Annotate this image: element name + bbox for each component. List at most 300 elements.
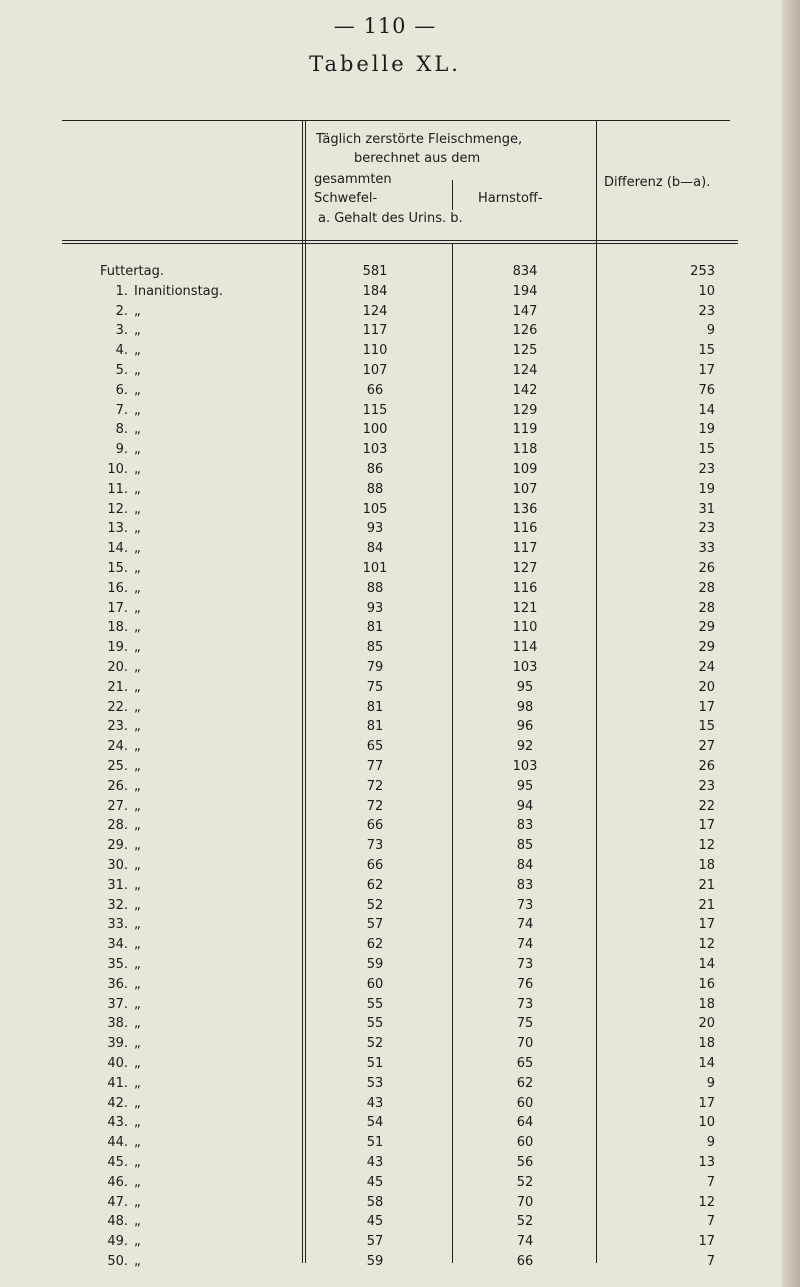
cell-difference-value: 7 bbox=[706, 1214, 715, 1230]
row-day-label: „ bbox=[134, 600, 141, 616]
row-day-number: 45. bbox=[107, 1155, 128, 1170]
row-day-number: 9. bbox=[115, 442, 128, 458]
row-day-number: 43. bbox=[107, 1115, 128, 1131]
cell-sulphur-value: 93 bbox=[366, 600, 384, 616]
cell-nitrogen-value: 75 bbox=[516, 1016, 534, 1032]
cell-sulphur-value: 72 bbox=[366, 778, 384, 794]
table-row bbox=[0, 757, 800, 776]
row-day-label: „ bbox=[134, 640, 141, 656]
cell-sulphur-value: 59 bbox=[366, 957, 384, 972]
cell-difference-value: 12 bbox=[698, 937, 715, 953]
cell-difference-value: 29 bbox=[698, 620, 715, 636]
header-sulphur: Schwefel- bbox=[314, 191, 378, 206]
cell-sulphur-value: 77 bbox=[366, 759, 384, 774]
table-row bbox=[0, 975, 800, 994]
row-day-number: 34. bbox=[107, 937, 128, 953]
row-day-number: 1. bbox=[115, 283, 128, 299]
cell-difference-value: 26 bbox=[698, 759, 715, 774]
cell-difference-value: 9 bbox=[706, 323, 715, 339]
cell-difference-value: 21 bbox=[698, 897, 715, 913]
header-bottom-rule-2 bbox=[62, 243, 738, 244]
row-day-label: „ bbox=[134, 402, 141, 418]
table-row bbox=[0, 401, 800, 420]
cell-difference-value: 14 bbox=[698, 957, 715, 972]
row-day-number: 7. bbox=[115, 402, 128, 418]
row-day-label: „ bbox=[134, 303, 141, 319]
row-day-label: „ bbox=[134, 1016, 141, 1032]
row-day-label: „ bbox=[134, 1194, 141, 1210]
table-row bbox=[0, 737, 800, 756]
table-row bbox=[0, 1014, 800, 1033]
table-row bbox=[0, 777, 800, 796]
row-day-number: 2. bbox=[115, 303, 128, 319]
row-day-number: 15. bbox=[107, 561, 128, 576]
table-row bbox=[0, 262, 800, 281]
cell-nitrogen-value: 85 bbox=[516, 838, 534, 854]
table-row bbox=[0, 1113, 800, 1132]
cell-sulphur-value: 66 bbox=[366, 858, 384, 873]
table-row bbox=[0, 480, 800, 499]
table-row bbox=[0, 618, 800, 637]
row-day-number: 4. bbox=[115, 343, 128, 359]
row-day-label: „ bbox=[134, 838, 141, 854]
cell-difference-value: 15 bbox=[698, 343, 715, 359]
cell-difference-value: 26 bbox=[698, 561, 715, 576]
cell-difference-value: 15 bbox=[698, 719, 715, 735]
header-line-2: berechnet aus dem bbox=[354, 151, 481, 166]
cell-nitrogen-value: 70 bbox=[516, 1036, 534, 1052]
cell-difference-value: 18 bbox=[698, 858, 715, 873]
cell-sulphur-value: 58 bbox=[366, 1194, 384, 1210]
cell-sulphur-value: 72 bbox=[366, 798, 384, 814]
cell-difference-value: 19 bbox=[698, 481, 715, 497]
table-row bbox=[0, 321, 800, 340]
row-day-label: „ bbox=[134, 818, 141, 834]
row-day-number: 14. bbox=[107, 541, 128, 557]
row-day-label: „ bbox=[134, 699, 141, 715]
row-day-label: „ bbox=[134, 1254, 141, 1269]
cell-difference-value: 10 bbox=[698, 1115, 715, 1131]
row-day-label: „ bbox=[134, 1155, 141, 1170]
cell-difference-value: 76 bbox=[698, 382, 715, 398]
cell-nitrogen-value: 73 bbox=[516, 957, 534, 972]
cell-difference-value: 33 bbox=[698, 541, 715, 557]
cell-nitrogen-value: 60 bbox=[516, 1095, 534, 1111]
row-day-number: 24. bbox=[107, 739, 128, 755]
row-day-label: „ bbox=[134, 1056, 141, 1071]
row-day-number: 25. bbox=[107, 759, 128, 774]
cell-nitrogen-value: 56 bbox=[516, 1155, 534, 1170]
cell-nitrogen-value: 126 bbox=[512, 323, 538, 339]
cell-difference-value: 9 bbox=[706, 1075, 715, 1091]
cell-nitrogen-value: 65 bbox=[516, 1056, 534, 1071]
cell-sulphur-value: 84 bbox=[366, 541, 384, 557]
row-day-number: 12. bbox=[107, 501, 128, 517]
row-day-label: „ bbox=[134, 501, 141, 517]
table-row bbox=[0, 519, 800, 538]
cell-difference-value: 20 bbox=[698, 679, 715, 695]
row-day-label: „ bbox=[134, 660, 141, 675]
header-bottom-rule bbox=[62, 240, 738, 241]
row-day-number: 36. bbox=[107, 976, 128, 992]
cell-difference-value: 23 bbox=[698, 521, 715, 537]
row-day-label: „ bbox=[134, 1115, 141, 1131]
cell-difference-value: 19 bbox=[698, 422, 715, 438]
row-day-label: „ bbox=[134, 462, 141, 477]
row-day-label: „ bbox=[134, 1135, 141, 1151]
cell-difference-value: 23 bbox=[698, 462, 715, 477]
cell-sulphur-value: 107 bbox=[362, 363, 388, 378]
table-row bbox=[0, 836, 800, 855]
cell-difference-value: 22 bbox=[698, 798, 715, 814]
cell-nitrogen-value: 142 bbox=[512, 382, 538, 398]
table-row bbox=[0, 717, 800, 736]
row-day-label: „ bbox=[134, 1234, 141, 1250]
cell-nitrogen-value: 147 bbox=[512, 303, 538, 319]
row-day-number: 8. bbox=[115, 422, 128, 438]
row-day-number: 42. bbox=[107, 1095, 128, 1111]
cell-sulphur-value: 43 bbox=[366, 1095, 384, 1111]
cell-nitrogen-value: 118 bbox=[512, 442, 538, 458]
row-day-label: „ bbox=[134, 382, 141, 398]
row-day-number: 31. bbox=[107, 877, 128, 893]
row-day-label: „ bbox=[134, 521, 141, 537]
table-row bbox=[0, 698, 800, 717]
row-label: Futtertag. bbox=[100, 264, 164, 279]
cell-nitrogen-value: 103 bbox=[512, 660, 538, 675]
cell-nitrogen-value: 52 bbox=[516, 1174, 534, 1190]
row-day-label: „ bbox=[134, 897, 141, 913]
row-day-label: „ bbox=[134, 957, 141, 972]
row-day-label: „ bbox=[134, 917, 141, 933]
row-day-number: 48. bbox=[107, 1214, 128, 1230]
cell-nitrogen-value: 62 bbox=[516, 1075, 534, 1091]
row-day-label: „ bbox=[134, 759, 141, 774]
cell-nitrogen-value: 74 bbox=[516, 917, 534, 933]
table-row bbox=[0, 539, 800, 558]
row-day-number: 6. bbox=[115, 382, 128, 398]
table-row bbox=[0, 559, 800, 578]
cell-difference-value: 17 bbox=[698, 363, 715, 378]
cell-nitrogen-value: 83 bbox=[516, 877, 534, 893]
header-line-3: gesammten bbox=[314, 172, 392, 187]
cell-sulphur-value: 60 bbox=[366, 976, 384, 992]
cell-difference-value: 253 bbox=[690, 264, 715, 279]
row-day-number: 5. bbox=[115, 363, 128, 378]
cell-sulphur-value: 88 bbox=[366, 580, 384, 596]
row-day-label: „ bbox=[134, 1214, 141, 1230]
cell-sulphur-value: 66 bbox=[366, 382, 384, 398]
cell-difference-value: 17 bbox=[698, 1234, 715, 1250]
table-row bbox=[0, 1094, 800, 1113]
row-day-number: 28. bbox=[107, 818, 128, 834]
row-day-number: 44. bbox=[107, 1135, 128, 1151]
cell-sulphur-value: 45 bbox=[366, 1174, 384, 1190]
row-day-label: „ bbox=[134, 363, 141, 378]
cell-nitrogen-value: 136 bbox=[512, 501, 538, 517]
row-day-label: „ bbox=[134, 1095, 141, 1111]
cell-nitrogen-value: 109 bbox=[512, 462, 538, 477]
cell-nitrogen-value: 834 bbox=[512, 264, 538, 279]
cell-difference-value: 10 bbox=[698, 283, 715, 299]
cell-difference-value: 13 bbox=[698, 1155, 715, 1170]
cell-difference-value: 18 bbox=[698, 996, 715, 1012]
row-day-label: „ bbox=[134, 877, 141, 893]
cell-nitrogen-value: 94 bbox=[516, 798, 534, 814]
cell-nitrogen-value: 74 bbox=[516, 1234, 534, 1250]
table-row bbox=[0, 361, 800, 380]
header-nitrogen: Harnstoff- bbox=[478, 191, 543, 206]
cell-sulphur-value: 101 bbox=[362, 561, 388, 576]
row-day-label: „ bbox=[134, 620, 141, 636]
table-row bbox=[0, 1212, 800, 1231]
cell-sulphur-value: 51 bbox=[366, 1135, 384, 1151]
table-row bbox=[0, 816, 800, 835]
row-day-label: Inanitionstag. bbox=[134, 283, 224, 299]
row-day-number: 33. bbox=[107, 917, 128, 933]
cell-difference-value: 15 bbox=[698, 442, 715, 458]
cell-sulphur-value: 53 bbox=[366, 1075, 384, 1091]
cell-nitrogen-value: 92 bbox=[516, 739, 534, 755]
cell-sulphur-value: 75 bbox=[366, 679, 384, 695]
table-row bbox=[0, 658, 800, 677]
table-row bbox=[0, 678, 800, 697]
cell-difference-value: 17 bbox=[698, 1095, 715, 1111]
cell-sulphur-value: 85 bbox=[366, 640, 384, 656]
row-day-number: 35. bbox=[107, 957, 128, 972]
table-title: Tabelle XL. bbox=[309, 52, 461, 76]
cell-difference-value: 7 bbox=[706, 1254, 715, 1269]
page-number: — 110 — bbox=[333, 14, 437, 38]
cell-sulphur-value: 79 bbox=[366, 660, 384, 675]
cell-nitrogen-value: 95 bbox=[516, 679, 534, 695]
cell-sulphur-value: 105 bbox=[362, 501, 388, 517]
table-row bbox=[0, 915, 800, 934]
cell-difference-value: 14 bbox=[698, 402, 715, 418]
cell-difference-value: 24 bbox=[698, 660, 715, 675]
cell-sulphur-value: 52 bbox=[366, 1036, 384, 1052]
row-day-number: 27. bbox=[107, 798, 128, 814]
cell-nitrogen-value: 84 bbox=[516, 858, 534, 873]
cell-sulphur-value: 110 bbox=[362, 343, 388, 359]
table-row bbox=[0, 1133, 800, 1152]
table-row bbox=[0, 302, 800, 321]
cell-nitrogen-value: 114 bbox=[512, 640, 538, 656]
cell-sulphur-value: 55 bbox=[366, 1016, 384, 1032]
cell-nitrogen-value: 124 bbox=[512, 363, 538, 378]
cell-sulphur-value: 62 bbox=[366, 937, 384, 953]
cell-difference-value: 31 bbox=[698, 501, 715, 517]
table-row bbox=[0, 638, 800, 657]
table-row bbox=[0, 876, 800, 895]
cell-sulphur-value: 57 bbox=[366, 917, 384, 933]
row-day-number: 22. bbox=[107, 699, 128, 715]
cell-sulphur-value: 88 bbox=[366, 481, 384, 497]
row-day-number: 38. bbox=[107, 1016, 128, 1032]
row-day-label: „ bbox=[134, 442, 141, 458]
row-day-label: „ bbox=[134, 1075, 141, 1091]
cell-sulphur-value: 81 bbox=[366, 620, 384, 636]
cell-nitrogen-value: 125 bbox=[512, 343, 538, 359]
row-day-label: „ bbox=[134, 937, 141, 953]
row-day-number: 30. bbox=[107, 858, 128, 873]
table-row bbox=[0, 1074, 800, 1093]
row-day-label: „ bbox=[134, 481, 141, 497]
row-day-label: „ bbox=[134, 778, 141, 794]
cell-nitrogen-value: 116 bbox=[512, 580, 538, 596]
table-row bbox=[0, 1153, 800, 1172]
header-difference: Differenz (b—a). bbox=[604, 175, 711, 190]
table-row bbox=[0, 1034, 800, 1053]
table-row bbox=[0, 1193, 800, 1212]
row-day-number: 19. bbox=[107, 640, 128, 656]
row-day-number: 37. bbox=[107, 996, 128, 1012]
cell-sulphur-value: 81 bbox=[366, 719, 384, 735]
cell-difference-value: 27 bbox=[698, 739, 715, 755]
cell-nitrogen-value: 129 bbox=[512, 402, 538, 418]
table-row bbox=[0, 381, 800, 400]
cell-nitrogen-value: 194 bbox=[512, 283, 538, 299]
row-day-label: „ bbox=[134, 996, 141, 1012]
cell-difference-value: 28 bbox=[698, 580, 715, 596]
cell-difference-value: 23 bbox=[698, 303, 715, 319]
cell-difference-value: 7 bbox=[706, 1174, 715, 1190]
cell-nitrogen-value: 127 bbox=[512, 561, 538, 576]
cell-sulphur-value: 62 bbox=[366, 877, 384, 893]
cell-difference-value: 29 bbox=[698, 640, 715, 656]
row-day-number: 23. bbox=[107, 719, 128, 735]
cell-sulphur-value: 86 bbox=[366, 462, 384, 477]
col-rule-subheader bbox=[452, 180, 453, 210]
table-row bbox=[0, 995, 800, 1014]
row-day-label: „ bbox=[134, 1174, 141, 1190]
table-row bbox=[0, 935, 800, 954]
header-line-1: Täglich zerstörte Fleischmenge, bbox=[316, 132, 523, 147]
table-row bbox=[0, 282, 800, 301]
cell-difference-value: 17 bbox=[698, 699, 715, 715]
table-row bbox=[0, 896, 800, 915]
cell-sulphur-value: 81 bbox=[366, 699, 384, 715]
cell-sulphur-value: 54 bbox=[366, 1115, 384, 1131]
row-day-number: 49. bbox=[107, 1234, 128, 1250]
row-day-label: „ bbox=[134, 719, 141, 735]
row-day-number: 32. bbox=[107, 897, 128, 913]
cell-nitrogen-value: 96 bbox=[516, 719, 534, 735]
cell-difference-value: 21 bbox=[698, 877, 715, 893]
table-row bbox=[0, 955, 800, 974]
cell-sulphur-value: 66 bbox=[366, 818, 384, 834]
cell-nitrogen-value: 116 bbox=[512, 521, 538, 537]
table-row bbox=[0, 797, 800, 816]
cell-nitrogen-value: 83 bbox=[516, 818, 534, 834]
table-row bbox=[0, 341, 800, 360]
table-row bbox=[0, 440, 800, 459]
row-day-number: 16. bbox=[107, 580, 128, 596]
row-day-label: „ bbox=[134, 343, 141, 359]
row-day-number: 21. bbox=[107, 679, 128, 695]
row-day-label: „ bbox=[134, 739, 141, 755]
cell-sulphur-value: 124 bbox=[362, 303, 388, 319]
row-day-label: „ bbox=[134, 580, 141, 596]
table-row bbox=[0, 1054, 800, 1073]
row-day-number: 46. bbox=[107, 1174, 128, 1190]
cell-sulphur-value: 93 bbox=[366, 521, 384, 537]
cell-sulphur-value: 65 bbox=[366, 739, 384, 755]
cell-difference-value: 20 bbox=[698, 1016, 715, 1032]
cell-nitrogen-value: 73 bbox=[516, 897, 534, 913]
cell-difference-value: 12 bbox=[698, 1194, 715, 1210]
cell-nitrogen-value: 103 bbox=[512, 759, 538, 774]
row-day-label: „ bbox=[134, 323, 141, 339]
cell-sulphur-value: 55 bbox=[366, 996, 384, 1012]
row-day-label: „ bbox=[134, 798, 141, 814]
row-day-number: 10. bbox=[107, 462, 128, 477]
cell-difference-value: 28 bbox=[698, 600, 715, 616]
row-day-number: 3. bbox=[115, 323, 128, 339]
row-day-label: „ bbox=[134, 561, 141, 576]
table-row bbox=[0, 500, 800, 519]
cell-sulphur-value: 184 bbox=[362, 283, 388, 299]
cell-sulphur-value: 103 bbox=[362, 442, 388, 458]
header-line-5: a. Gehalt des Urins. b. bbox=[318, 211, 463, 226]
row-day-number: 50. bbox=[107, 1254, 128, 1269]
cell-sulphur-value: 51 bbox=[366, 1056, 384, 1071]
cell-nitrogen-value: 117 bbox=[512, 541, 538, 557]
cell-nitrogen-value: 70 bbox=[516, 1194, 534, 1210]
cell-nitrogen-value: 74 bbox=[516, 937, 534, 953]
cell-difference-value: 17 bbox=[698, 917, 715, 933]
cell-sulphur-value: 57 bbox=[366, 1234, 384, 1250]
row-day-label: „ bbox=[134, 541, 141, 557]
cell-sulphur-value: 117 bbox=[362, 323, 388, 339]
cell-nitrogen-value: 76 bbox=[516, 976, 534, 992]
cell-sulphur-value: 43 bbox=[366, 1155, 384, 1170]
cell-difference-value: 18 bbox=[698, 1036, 715, 1052]
row-day-number: 47. bbox=[107, 1194, 128, 1210]
table-row bbox=[0, 1232, 800, 1251]
cell-sulphur-value: 100 bbox=[362, 422, 388, 438]
table-row bbox=[0, 420, 800, 439]
row-day-number: 11. bbox=[107, 481, 128, 497]
row-day-number: 41. bbox=[107, 1075, 128, 1091]
cell-nitrogen-value: 98 bbox=[516, 699, 534, 715]
cell-sulphur-value: 581 bbox=[362, 264, 388, 279]
cell-nitrogen-value: 64 bbox=[516, 1115, 534, 1131]
row-day-label: „ bbox=[134, 679, 141, 695]
row-day-number: 39. bbox=[107, 1036, 128, 1052]
header-top-rule bbox=[62, 120, 730, 121]
row-day-label: „ bbox=[134, 976, 141, 992]
cell-difference-value: 16 bbox=[698, 976, 715, 992]
cell-nitrogen-value: 60 bbox=[516, 1135, 534, 1151]
table-row bbox=[0, 1173, 800, 1192]
row-day-number: 26. bbox=[107, 778, 128, 794]
row-day-number: 20. bbox=[107, 660, 128, 675]
cell-nitrogen-value: 66 bbox=[516, 1254, 534, 1269]
cell-difference-value: 23 bbox=[698, 778, 715, 794]
row-day-number: 18. bbox=[107, 620, 128, 636]
cell-difference-value: 14 bbox=[698, 1056, 715, 1071]
cell-sulphur-value: 73 bbox=[366, 838, 384, 854]
table-row bbox=[0, 599, 800, 618]
cell-sulphur-value: 52 bbox=[366, 897, 384, 913]
row-day-label: „ bbox=[134, 422, 141, 438]
table-row bbox=[0, 579, 800, 598]
cell-sulphur-value: 45 bbox=[366, 1214, 384, 1230]
cell-difference-value: 12 bbox=[698, 838, 715, 854]
table-row bbox=[0, 460, 800, 479]
cell-nitrogen-value: 121 bbox=[512, 600, 538, 616]
